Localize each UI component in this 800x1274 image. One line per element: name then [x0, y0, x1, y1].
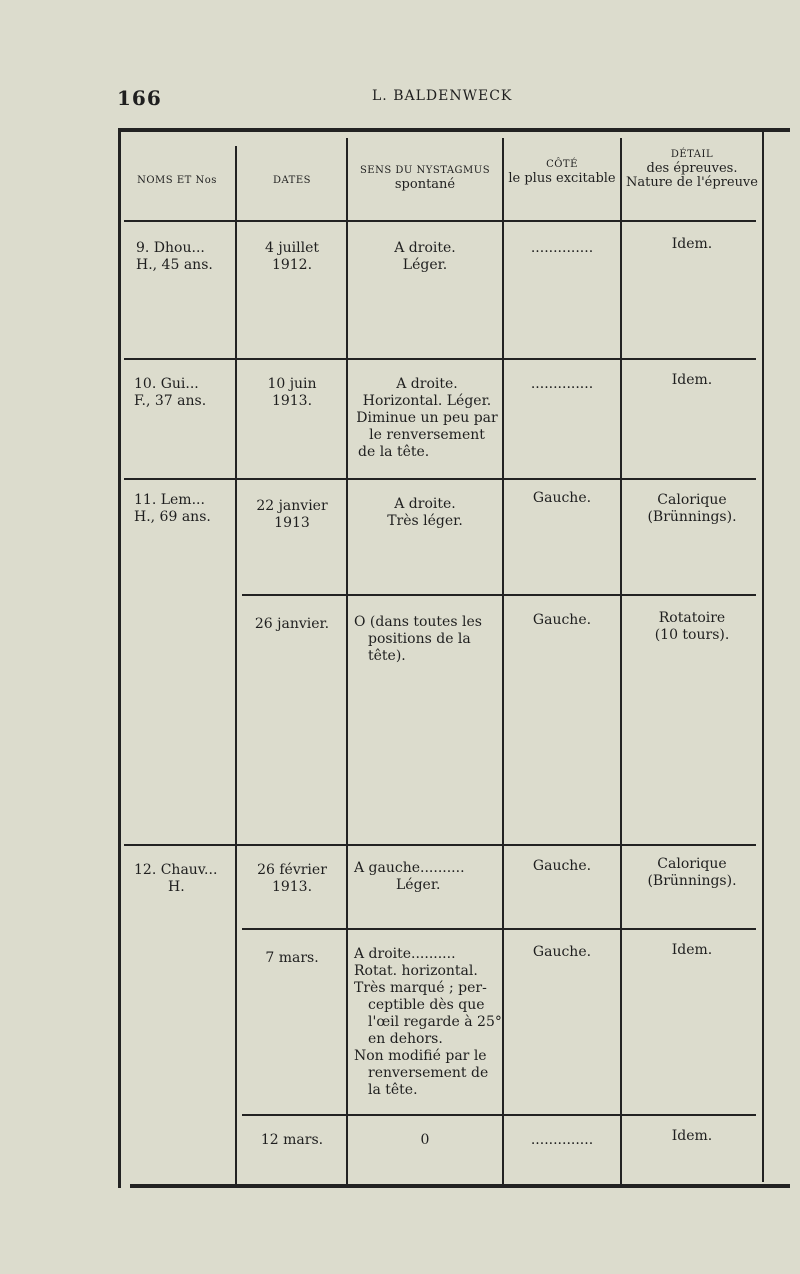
side: Gauche.: [532, 612, 592, 628]
row-rule: [124, 844, 756, 846]
nystagmus-direction: A droite.......... Rotat. horizontal. Très marqué ; per- ceptible dès que l'œil regarde à 25° en dehors. Non modifié par le renversement de la tête.: [354, 946, 502, 1098]
test-detail: Rotatoire (10 tours).: [654, 610, 730, 643]
column-divider: [235, 146, 237, 1186]
test-detail: Idem.: [671, 942, 713, 958]
results-table: [118, 128, 792, 1190]
test-detail: Calorique (Brünnings).: [647, 856, 737, 889]
header-detail: DÉTAIL des épreuves. Nature de l'épreuve: [626, 149, 758, 190]
test-detail: Idem.: [671, 1128, 713, 1144]
test-detail: Calorique (Brünnings).: [647, 492, 737, 525]
date: 10 juin 1913.: [267, 376, 317, 409]
header-dates: DATES: [272, 175, 311, 186]
nystagmus-direction: A droite. Léger.: [394, 240, 456, 273]
test-detail: Idem.: [671, 372, 713, 388]
patient-name: 10. Gui... F., 37 ans.: [134, 376, 207, 409]
running-head: L. BALDENWECK: [372, 88, 513, 104]
date: 26 février 1913.: [257, 862, 327, 895]
date: 26 janvier.: [254, 616, 330, 632]
header-names: NOMS ET Nos: [137, 175, 217, 186]
column-divider: [620, 138, 622, 1186]
row-rule: [242, 1114, 756, 1116]
table-left-border: [118, 128, 121, 1188]
patient-name: 12. Chauv... H.: [134, 862, 218, 895]
side: Gauche.: [532, 944, 592, 960]
page-number: 166: [117, 86, 162, 110]
patient-name: 9. Dhou... H., 45 ans.: [136, 240, 213, 273]
test-detail: Idem.: [671, 236, 713, 252]
side: Gauche.: [532, 490, 592, 506]
row-rule: [242, 928, 756, 930]
table-top-rule: [118, 128, 790, 132]
nystagmus-direction: O (dans toutes les positions de la tête).: [354, 614, 482, 664]
table-bottom-rule: [130, 1184, 790, 1188]
date: 22 janvier 1913: [256, 498, 328, 531]
date: 12 mars.: [260, 1132, 324, 1148]
row-rule: [124, 358, 756, 360]
date: 4 juillet 1912.: [264, 240, 320, 273]
nystagmus-direction: A droite. Très léger.: [387, 496, 463, 529]
header-cote: CÔTÉ le plus excitable: [508, 159, 616, 186]
patient-name: 11. Lem... H., 69 ans.: [134, 492, 211, 525]
row-rule: [242, 594, 756, 596]
nystagmus-direction: A gauche.......... Léger.: [354, 860, 465, 893]
nystagmus-direction: A droite. Horizontal. Léger. Diminue un peu par le renversement de la tête.: [356, 376, 498, 460]
nystagmus-direction: 0: [420, 1132, 430, 1148]
side: ..............: [530, 376, 594, 392]
row-rule: [124, 478, 756, 480]
header-sens: SENS DU NYSTAGMUS spontané: [359, 165, 491, 192]
table-right-border: [762, 128, 764, 1182]
date: 7 mars.: [265, 950, 319, 966]
side: ..............: [530, 240, 594, 256]
header-rule: [124, 220, 756, 222]
column-divider: [346, 138, 348, 1186]
side: Gauche.: [532, 858, 592, 874]
side: ..............: [530, 1132, 594, 1148]
